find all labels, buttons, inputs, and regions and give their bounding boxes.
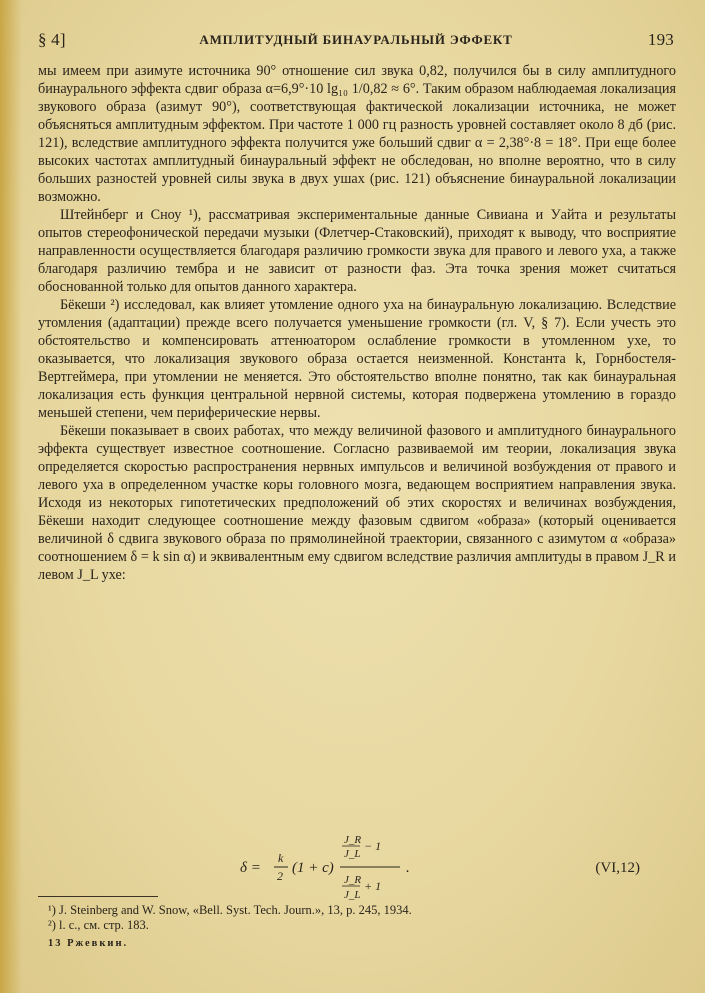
running-title: АМПЛИТУДНЫЙ БИНАУРАЛЬНЫЙ ЭФФЕКТ bbox=[199, 32, 513, 47]
page-edge-shadow bbox=[0, 0, 22, 993]
page-number: 193 bbox=[647, 30, 674, 49]
eq-coef-num: k bbox=[278, 851, 284, 865]
body-text bbox=[38, 62, 676, 584]
footnote-2: ²) l. c., см. стр. 183. bbox=[48, 918, 149, 932]
equation-vi-12 bbox=[240, 832, 640, 902]
eq-minus-one: − 1 bbox=[364, 839, 382, 853]
footnotes bbox=[48, 903, 668, 933]
eq-paren: (1 + c) bbox=[292, 860, 334, 876]
signature-mark: 13 Ржевкин. bbox=[48, 938, 129, 949]
running-header bbox=[38, 30, 674, 54]
eq-period: . bbox=[406, 860, 410, 876]
paragraph-4: Бёкеши показывает в своих работах, что между величиной фазового и амплитудного бинаурального эффекта существует известное соотношение. Согласно развиваемой им теории, локализация звука определяется скоростью распространения нервных импульсов и величиной возбуждения от правого и левого уха в определенном участке коры головного мозга, ведающем восприятием направления звука. Исходя из некоторых гипотетических предположений об этих скоростях и величинах возбуждения, Бёкеши находит следующее соотношение между фазовым сдвигом «образа» (который оценивается величиной δ сдвига звукового образа по прямолинейной траектории, связанного с азимутом α «образа» соотношением δ = k sin α) и эквивалентным ему сдвигом вследствие различия амплитуды в правом J_R и левом J_L ухе: bbox=[38, 423, 676, 583]
equation-graphic bbox=[240, 832, 570, 902]
footnote-rule bbox=[38, 896, 158, 897]
paragraph-1: мы имеем при азимуте источника 90° отношение сил звука 0,82, получился бы в силу амплитудного бинаурального эффекта сдвиг образа α=6,9°·10 lg₁₀ 1/0,82 ≈ 6°. Таким образом наблюдаемая локализация звукового образа (азимут 90°), соответствующая фактической локализации источника, не может объясняться амплитудным эффектом. При частоте 1 000 гц разность уровней составляет около 8 дб (рис. 121), вследствие амплитудного эффекта получится уже больший сдвиг α = 2,38°·8 = 18°. При еще более высоких частотах амплитудный бинауральный эффект не обследован, но вполне вероятно, что в силу больших разностей уровней силы звука в двух ушах (рис. 121) объяснение бинауральной локализации возможно. bbox=[38, 63, 676, 205]
equation-number: (VI,12) bbox=[595, 860, 640, 876]
section-mark: § 4] bbox=[38, 30, 66, 49]
eq-plus-one: + 1 bbox=[364, 879, 382, 893]
eq-bot-num: J_R bbox=[344, 874, 362, 886]
eq-bot-den: J_L bbox=[344, 889, 361, 901]
eq-top-den: J_L bbox=[344, 848, 361, 860]
paragraph-2: Штейнберг и Сноу ¹), рассматривая экспериментальные данные Сивиана и Уайта и результаты опытов стереофонической передачи музыки (Флетчер-Стаковский), приходят к выводу, что восприятие направленности осуществляется благодаря различию громкости звука для правого и левого уха, а также благодаря различию тембра и не зависит от разности фаз. Эта точка зрения может считаться обоснованной только для опытов данного характера. bbox=[38, 207, 676, 295]
eq-coef-den: 2 bbox=[277, 869, 283, 883]
eq-lhs: δ = bbox=[240, 860, 261, 876]
footnote-1: ¹) J. Steinberg and W. Snow, «Bell. Syst. Tech. Journ.», 13, p. 245, 1934. bbox=[48, 903, 412, 917]
eq-top-num: J_R bbox=[344, 834, 362, 846]
paragraph-3: Бёкеши ²) исследовал, как влияет утомление одного уха на бинауральную локализацию. Вследствие утомления (адаптации) прежде всего получается уменьшение громкости (гл. V, § 7). Если учесть это обстоятельство и компенсировать аттенюатором ослабление громкости в утомленном ухе, то оказывается, что локализация звукового образа остается неизменной. Константа k, Горнбостеля-Вертгеймера, при утомлении не меняется. Это обстоятельство вполне понятно, так как бинауральная локализация есть функция центральной нервной системы, которая подвержена утомлению в гораздо меньшей степени, чем периферические нервы. bbox=[38, 297, 676, 421]
